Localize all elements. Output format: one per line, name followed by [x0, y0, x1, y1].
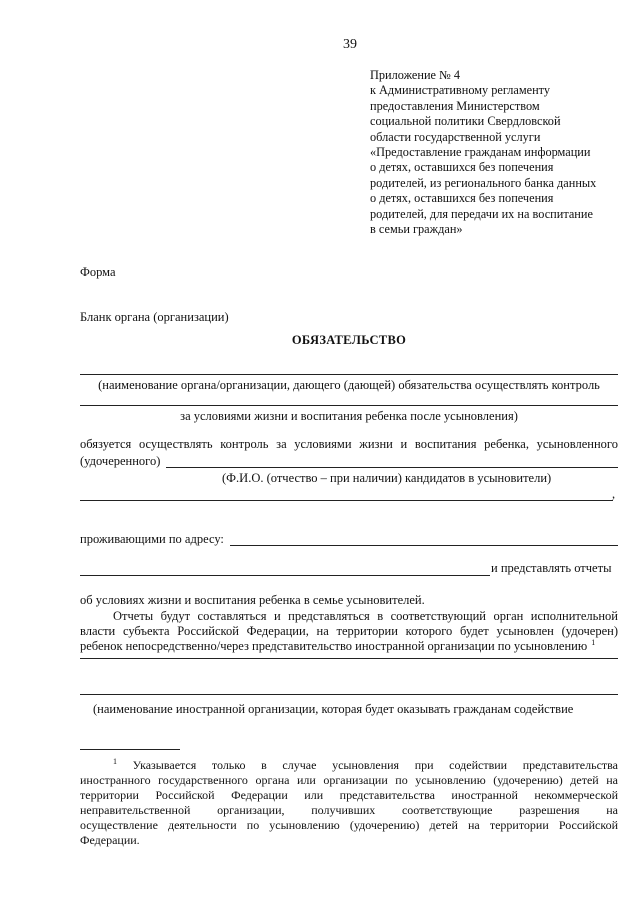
reports-paragraph-line3: [80, 639, 595, 654]
organization-fill-line-2: [80, 405, 618, 406]
address-fill-line-2: [80, 575, 490, 576]
appendix-line: Приложение № 4: [370, 68, 461, 82]
organization-fill-line: [80, 374, 618, 375]
footnote-line6: Федерации.: [80, 833, 140, 847]
address-fill-line: [230, 545, 618, 546]
footnote-line2: иностранного государственного органа или организации по усыновлению (удочерению) детей на: [80, 773, 618, 787]
footnote-marker: 1: [113, 757, 117, 766]
appendix-line: области государственной услуги: [370, 129, 541, 144]
obligation-text-line1: обязуется осуществлять контроль за условиями жизни и воспитания ребенка, усыновленного: [80, 437, 618, 451]
appendix-line: о детях, оставшихся без попечения: [370, 191, 554, 206]
page-number: 39: [343, 37, 357, 52]
foreign-org-fill-line-2: [80, 694, 618, 695]
footnote-separator: [80, 749, 180, 750]
appendix-line: к Административному регламенту: [370, 83, 551, 98]
appendix-line: предоставления Министерством: [370, 98, 540, 113]
appendix-line: социальной политики Свердловской: [370, 114, 561, 129]
adopters-name-caption: (Ф.И.О. (отчество – при наличии) кандидатов в усыновители): [222, 471, 552, 485]
appendix-line: родителей, для передачи их на воспитание: [370, 206, 593, 221]
reports-paragraph-line2: власти субъекта Российской Федерации, на территории которого будет усыновлен (удочерен): [80, 624, 618, 638]
comma: ,: [612, 487, 616, 501]
reports-paragraph-line1: Отчеты будут составляться и представляться в соответствующий орган исполнительной: [113, 609, 618, 623]
footnote-line3: территории Российской Федерации или представительства иностранной некоммерческой: [80, 788, 618, 802]
form-label: Форма: [80, 265, 116, 279]
organization-caption: (наименование органа/организации, дающего (дающей) обязательства осуществлять контроль: [98, 378, 600, 392]
reports-text: и представлять отчеты: [491, 561, 612, 575]
footnote-reference: 1: [591, 637, 596, 647]
appendix-line: в семьи граждан»: [370, 222, 463, 237]
reports-paragraph-text: ребенок непосредственно/через представительство иностранной организации по усыновлению: [80, 639, 588, 653]
conditions-text: об условиях жизни и воспитания ребенка в семье усыновителей.: [80, 593, 425, 607]
document-title: ОБЯЗАТЕЛЬСТВО: [291, 333, 407, 347]
adopters-name-fill-line: [80, 500, 613, 501]
letterhead-label: Бланк органа (организации): [80, 310, 229, 324]
foreign-org-fill-line: [80, 658, 618, 659]
footnote-line4: неправительственной организации, получивших соответствующие разрешения на: [80, 803, 618, 817]
appendix-line: родителей, из регионального банка данных: [370, 175, 597, 190]
footnote-line1: [113, 758, 618, 773]
footnote-text: Указывается только в случае усыновления при содействии представительства: [132, 758, 618, 772]
residing-label: проживающими по адресу:: [80, 532, 224, 546]
appendix-line: о детях, оставшихся без попечения: [370, 160, 554, 175]
adopted-child-fill-line: [166, 467, 618, 468]
appendix-header: [370, 68, 596, 237]
footnote-line5: осуществление деятельности по усыновлению (удочерению) детей на территории Российской: [80, 818, 618, 832]
appendix-line: «Предоставление гражданам информации: [370, 145, 591, 160]
organization-caption-cont: за условиями жизни и воспитания ребенка после усыновления): [180, 409, 518, 423]
obligation-text-line2: (удочеренного): [80, 454, 161, 468]
foreign-org-caption: (наименование иностранной организации, которая будет оказывать гражданам содействие: [93, 702, 574, 716]
